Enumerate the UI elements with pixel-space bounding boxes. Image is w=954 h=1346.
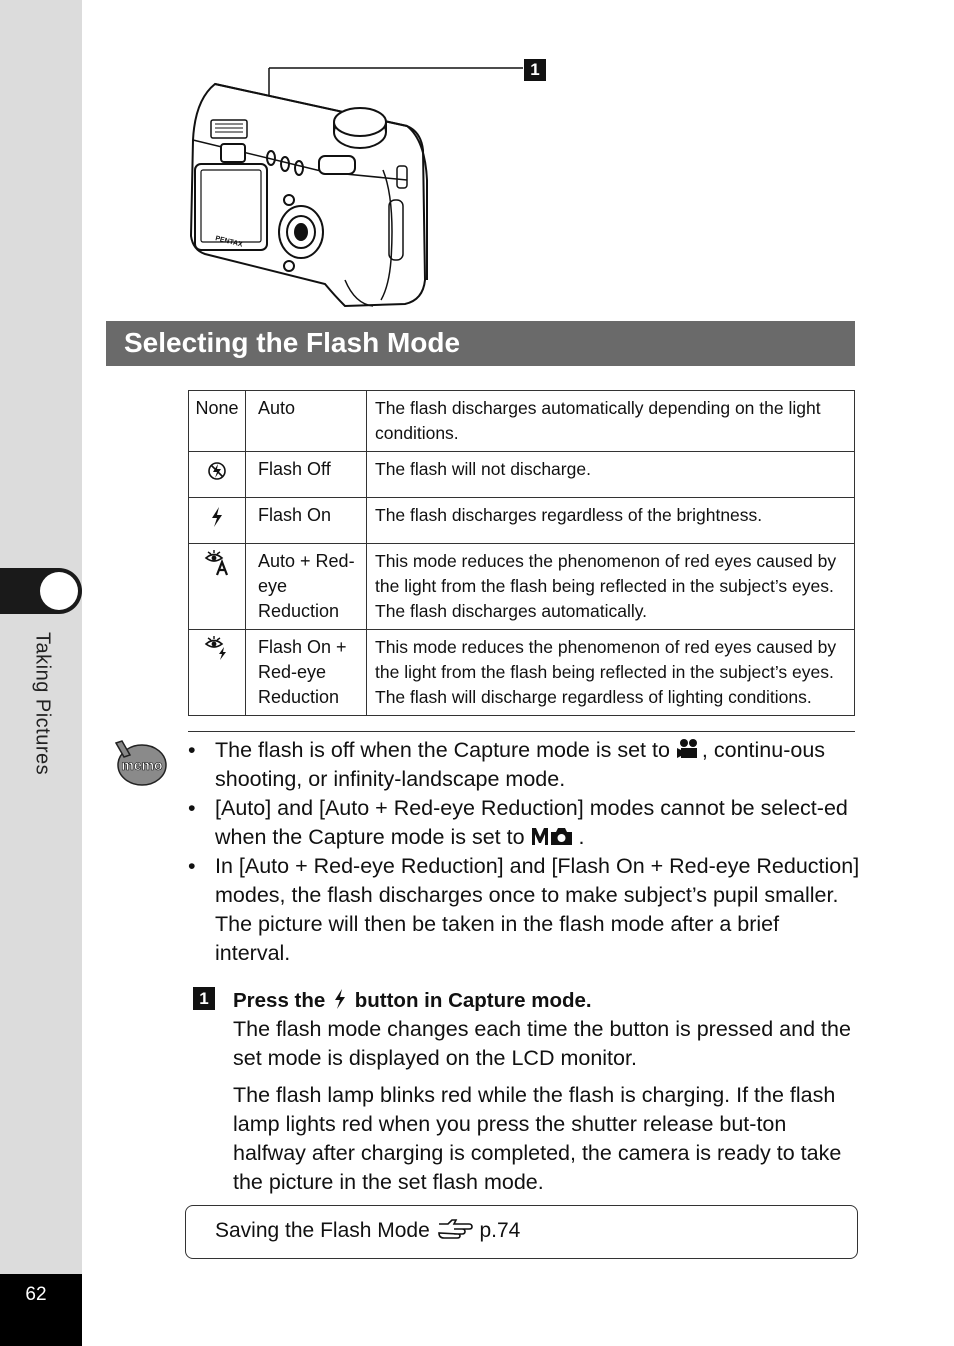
step-body-note: The flash lamp blinks red while the flash is charging. If the flash lamp lights red when you press the shutter release but-ton halfway after charging is completed, the camera is ready to take the picture in the set flash mode. [233,1083,842,1194]
step-heading-text: button in Capture mode. [354,989,592,1012]
table-row [189,452,855,498]
manual-capture-icon [531,825,573,847]
mode-description: The flash discharges automatically depending on the light conditions. [367,391,855,452]
memo-text: , continu-ous shooting, or infinity-landscape mode. [215,738,826,791]
list-item [188,736,860,794]
memo-text: The flash is off when the Capture mode is set to [215,738,670,762]
flash-on-icon [202,503,232,531]
flash-on-red-eye-icon [202,635,232,663]
table-row [189,498,855,544]
mode-symbol [189,498,246,544]
step-body: The flash mode changes each time the button is pressed and the set mode is displayed on the LCD monitor. [233,1017,851,1070]
flash-modes-table [188,390,855,716]
memo-list [188,736,860,968]
mode-name: Flash On + Red-eye Reduction [246,630,367,716]
list-item [188,852,860,968]
reference-label: Saving the Flash Mode [215,1219,430,1242]
flash-off-icon [202,457,232,485]
camera-brand: PENTAX [214,235,244,249]
memo-text: [Auto] and [Auto + Red-eye Reduction] modes cannot be select-ed when the Capture mode is set to [215,796,848,849]
mode-name: Flash On [246,498,367,544]
section-title-bar [106,321,855,366]
mode-description: This mode reduces the phenomenon of red eyes caused by the light from the flash being reflected in the subject’s eyes. The flash discharges automatically. [367,544,855,630]
memo-text: In [Auto + Red-eye Reduction] and [Flash On + Red-eye Reduction] modes, the flash discharges once to make subject’s pupil smaller. The picture will then be taken in the flash mode after a brief interval. [215,854,860,965]
mode-symbol [189,452,246,498]
flash-icon [331,988,349,1010]
memo-text: . [578,825,585,849]
table-row [189,630,855,716]
memo-icon [108,737,170,789]
movie-camera-icon [676,738,702,760]
table-row [189,391,855,452]
mode-description: This mode reduces the phenomenon of red eyes caused by the light from the flash being reflected in the subject’s eyes. The flash will discharge regardless of lighting conditions. [367,630,855,716]
step-heading [233,986,592,1015]
mode-symbol [189,630,246,716]
pointing-hand-icon [436,1218,474,1240]
memo-label: memo [121,757,163,773]
mode-name: Auto + Red-eye Reduction [246,544,367,630]
section-title: Selecting the Flash Mode [124,327,461,358]
table-row [189,544,855,630]
chapter-tab [0,568,82,614]
page-number: 62 [25,1284,47,1305]
step-number: 1 [193,987,215,1010]
list-item [188,794,860,852]
step-heading-text: Press the [233,989,326,1012]
section-label: Taking Pictures [31,632,54,776]
reference-link[interactable] [215,1218,520,1243]
camera-illustration [185,60,555,310]
callout-number: 1 [524,59,546,81]
chapter-tab-dot [40,572,78,610]
mode-symbol: None [189,391,246,452]
memo-divider [188,731,855,732]
mode-symbol [189,544,246,630]
mode-description: The flash will not discharge. [367,452,855,498]
mode-description: The flash discharges regardless of the brightness. [367,498,855,544]
mode-name: Flash Off [246,452,367,498]
mode-name: Auto [246,391,367,452]
reference-page: p.74 [479,1219,521,1242]
auto-red-eye-icon [202,549,232,577]
